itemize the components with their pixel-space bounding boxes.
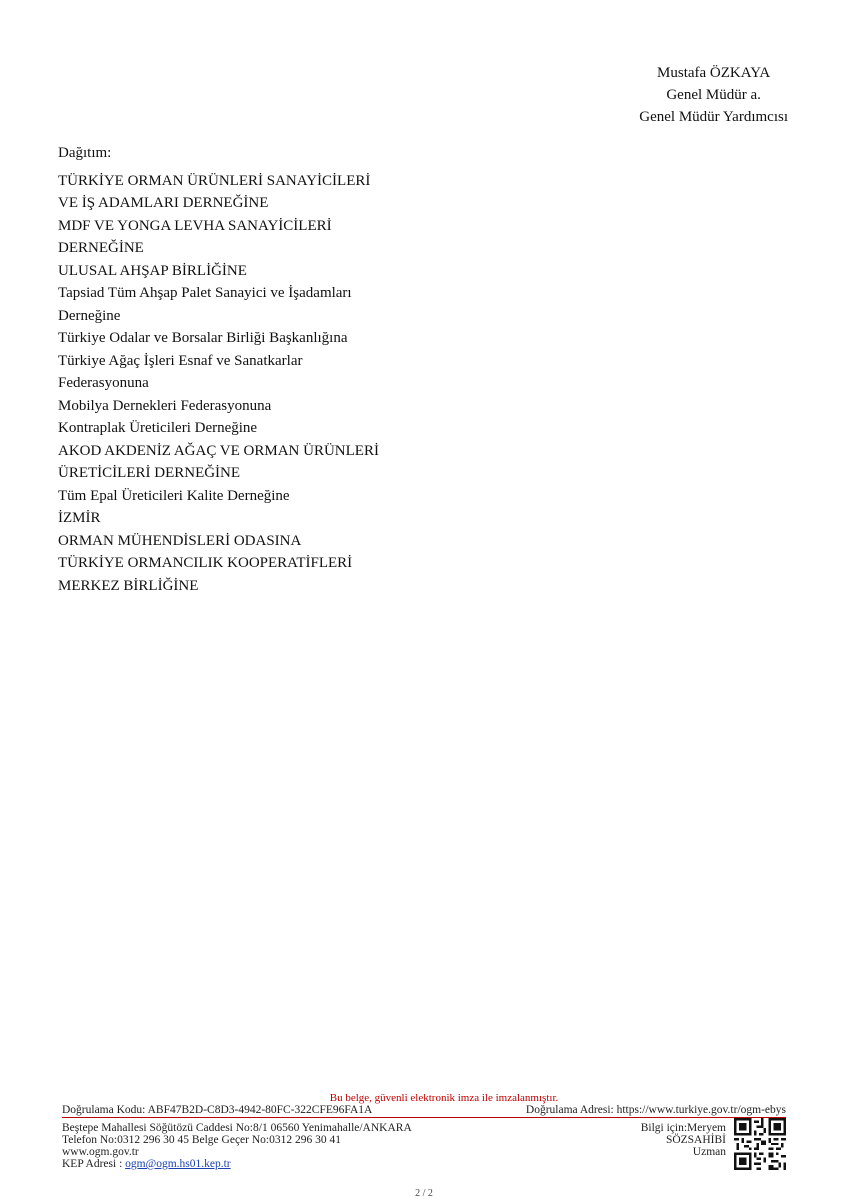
distribution-line: DERNEĞİNE [58,240,144,256]
info-contact-name: Bilgi için:Meryem [640,1122,726,1134]
e-signature-note: Bu belge, güvenli elektronik imza ile imzalanmıştır. [329,1092,559,1104]
distribution-line: Tapsiad Tüm Ahşap Palet Sanayici ve İşadamları [58,285,352,301]
distribution-line: Türkiye Odalar ve Borsalar Birliği Başkanlığına [58,330,348,346]
distribution-line: TÜRKİYE ORMAN ÜRÜNLERİ SANAYİCİLERİ [58,172,371,189]
distribution-list [58,170,379,598]
verification-address: Doğrulama Adresi: https://www.turkiye.gov.tr/ogm-ebys [525,1104,786,1116]
kep-label: KEP Adresi : [62,1158,126,1170]
info-block [641,1122,726,1158]
signer-title-line1: Genel Müdür a. [666,87,761,103]
distribution-line: MDF VE YONGA LEVHA SANAYİCİLERİ [58,217,332,234]
distribution-line: ULUSAL AHŞAP BİRLİĞİNE [58,262,247,279]
signature-block [639,62,788,128]
phone-fax: Telefon No:0312 296 30 45 Belge Geçer No:0312 296 30 41 [62,1134,341,1146]
contact-row [62,1122,786,1170]
distribution-line: Derneğine [58,307,121,324]
website-link[interactable]: www.ogm.gov.tr [62,1146,139,1158]
qr-code-icon [734,1118,786,1170]
distribution-line: Mobilya Dernekleri Federasyonuna [58,397,272,414]
distribution-line: Federasyonuna [58,375,149,391]
document-footer [62,1092,786,1170]
contact-person-block [641,1122,786,1170]
distribution-section [58,142,379,597]
signer-name: Mustafa ÖZKAYA [657,65,771,81]
distribution-line: TÜRKİYE ORMANCILIK KOOPERATİFLERİ [58,555,353,571]
distribution-line: Tüm Epal Üreticileri Kalite Derneğine [58,487,290,504]
distribution-line: MERKEZ BİRLİĞİNE [58,577,199,594]
info-contact-surname: SÖZSAHİBİ [665,1134,726,1146]
page-number: 2 / 2 [415,1188,433,1199]
kep-address-link[interactable]: ogm@ogm.hs01.kep.tr [125,1158,231,1170]
distribution-line: ÜRETİCİLERİ DERNEĞİNE [58,465,241,481]
signer-title-line2: Genel Müdür Yardımcısı [639,109,788,125]
distribution-line: Kontraplak Üreticileri Derneğine [58,420,258,436]
distribution-label: Dağıtım: [58,145,112,161]
kep-line [62,1158,412,1170]
distribution-line: VE İŞ ADAMLARI DERNEĞİNE [58,195,269,211]
distribution-line: Türkiye Ağaç İşleri Esnaf ve Sanatkarlar [58,352,303,369]
address-block [62,1122,412,1170]
verification-code: Doğrulama Kodu: ABF47B2D-C8D3-4942-80FC-322CFE96FA1A [62,1104,373,1116]
info-contact-role: Uzman [692,1146,726,1158]
verification-row [62,1104,786,1118]
distribution-line: İZMİR [58,510,101,526]
postal-address: Beştepe Mahallesi Söğütözü Caddesi No:8/1 06560 Yenimahalle/ANKARA [62,1122,412,1134]
distribution-line: AKOD AKDENİZ AĞAÇ VE ORMAN ÜRÜNLERİ [58,442,379,459]
distribution-line: ORMAN MÜHENDİSLERİ ODASINA [58,532,302,549]
